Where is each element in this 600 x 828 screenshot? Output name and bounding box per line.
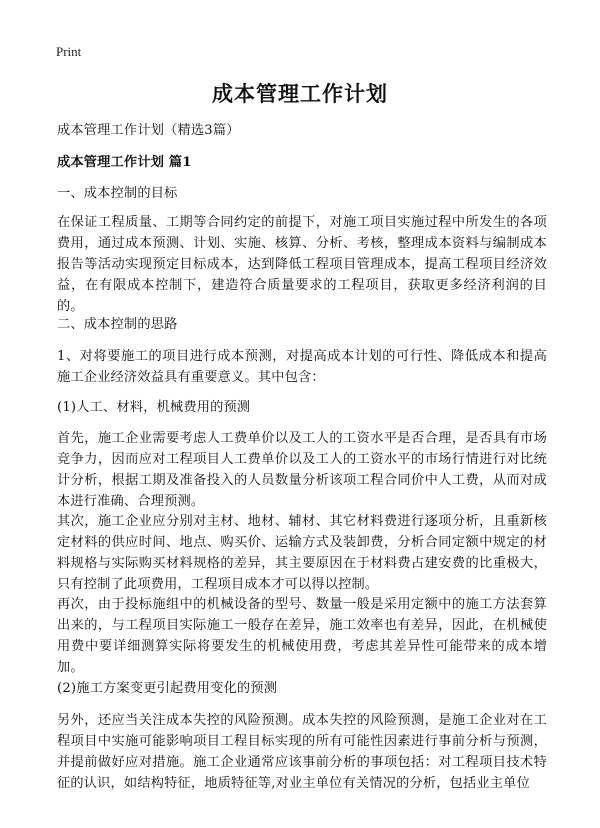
paragraph-labor: 首先，施工企业需要考虑人工费单价以及工人的工资水平是否合理，是否具有市场竞争力，因而应对工程项目人工费单价以及工人的工资水平的市场行情进行对比统计分析，根据工期及准备投入的人员数量分析该项工程合同价中人工费，从而对成本进行准确、合理预测。 xyxy=(57,431,547,509)
paragraph-cost-forecast-heading: (1)人工、材料，机械费用的预测 xyxy=(57,400,251,415)
document-title: 成本管理工作计划 xyxy=(212,81,388,106)
document-subtitle: 成本管理工作计划（精选3篇） xyxy=(57,123,240,138)
paragraph-goal-body: 在保证工程质量、工期等合同约定的前提下，对施工项目实施过程中所发生的各项费用，通过成本预测、计划、实施、核算、分析、考核，整理成本资料与编制成本报告等活动实现预定目标成本，达到降低工程项目管理成本，提高工程项目经济效益，在有限成本控制下，建造符合质量要求的工程项目，获取更多经济利润的目的。 xyxy=(57,215,547,314)
paragraph-machinery: 再次，由于投标施组中的机械设备的型号、数量一般是采用定额中的施工方法套算出来的，与工程项目实际施工一般存在差异，施工效率也有差异，因此，在机械使用费中要详细测算实际将要发生的机械使用费，考虑其差异性可能带来的成本增加。 xyxy=(57,597,547,675)
paragraph-forecast-intro: 1、对将要施工的项目进行成本预测，对提高成本计划的可行性、降低成本和提高施工企业经济效益具有重要意义。其中包含： xyxy=(57,349,547,385)
paragraph-goal-heading: 一、成本控制的目标 xyxy=(57,186,178,201)
section-heading: 成本管理工作计划 篇1 xyxy=(57,155,192,170)
paragraph-materials: 其次，施工企业应分别对主材、地材、辅材、其它材料费进行逐项分析，且重新核定材料的供应时间、地点、购买价、运输方式及装卸费，分析合同定额中规定的材料规格与实际购买材料规格的差异，其主要原因在于材料费占建安费的比重极大，只有控制了此项费用，工程项目成本才可以得以控制。 xyxy=(57,514,547,592)
paragraph-approach-heading: 二、成本控制的思路 xyxy=(57,317,178,332)
print-button[interactable]: Print xyxy=(56,44,82,59)
paragraph-plan-change-heading: (2)施工方案变更引起费用变化的预测 xyxy=(57,681,278,696)
paragraph-risk: 另外，还应当关注成本失控的风险预测。成本失控的风险预测，是施工企业对在工程项目中实施可能影响项目工程目标实现的所有可能性因素进行事前分析与预测，并提前做好应对措施。施工企业通常应该事前分析的事项包括：对工程项目技术特征的认识，如结构特征，地质特征等,对业主单位有关情况的分析，包括业主单位 xyxy=(57,713,547,791)
